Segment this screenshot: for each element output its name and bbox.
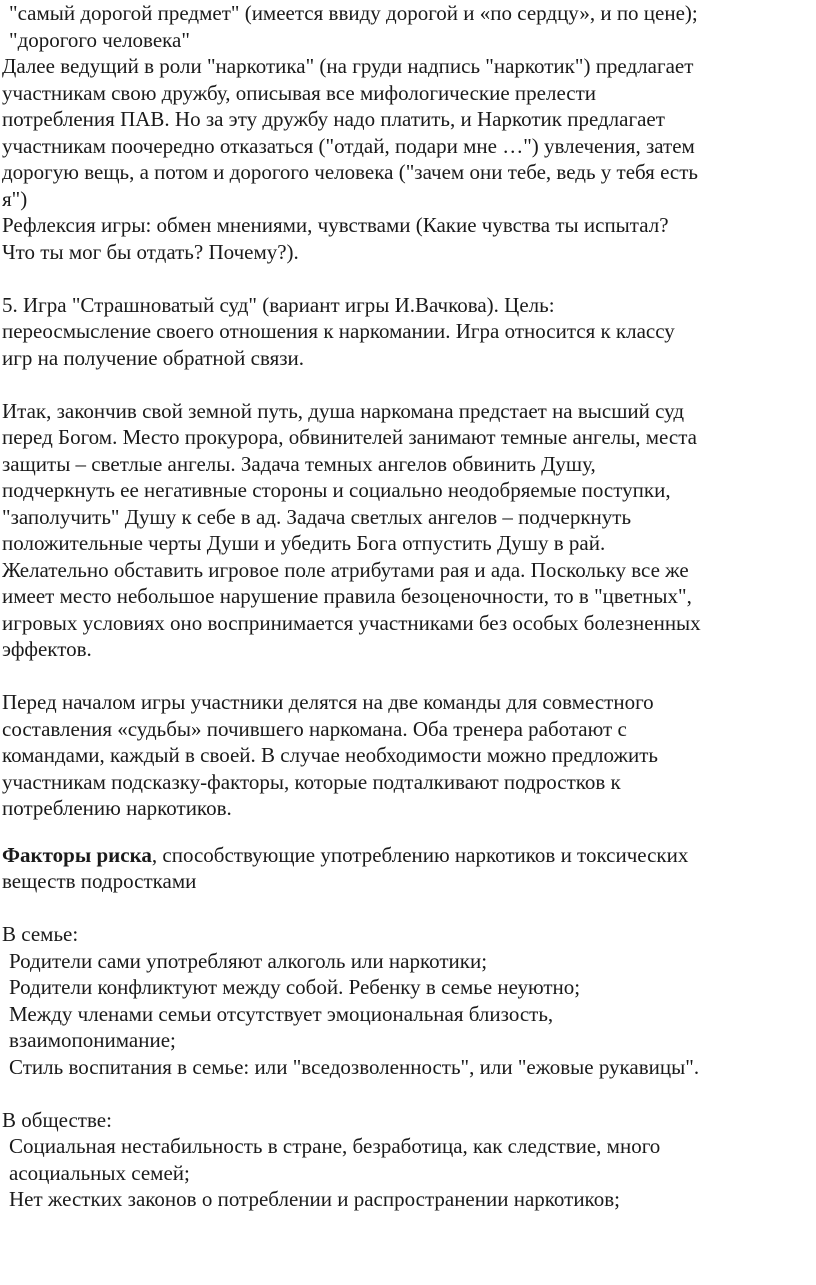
text-line [2, 842, 816, 869]
family-heading: В семье: [2, 922, 79, 946]
list-item: взаимопонимание; [9, 1028, 176, 1052]
blank-line [2, 1080, 816, 1107]
paragraph-reflection [2, 212, 816, 265]
text-line: "самый дорогой предмет" (имеется ввиду дорогой и «по сердцу», и по цене); [9, 1, 698, 25]
text-line: Итак, закончив свой земной путь, душа наркомана предстает на высший суд [2, 398, 685, 423]
text-line: Рефлексия игры: обмен мнениями, чувствами (Какие чувства ты испытал? [2, 213, 669, 237]
text-line: перед Богом. Место прокурора, обвинителей занимают темные ангелы, места [2, 425, 697, 449]
risk-factors-heading [2, 842, 816, 895]
list-item: Стиль воспитания в семье: или "вседозволенность", или "ежовые рукавицы". [9, 1054, 700, 1079]
list-item: Между членами семьи отсутствует эмоциональная близость, [9, 1001, 554, 1026]
text-line: игр на получение обратной связи. [2, 345, 305, 370]
text-line: "заполучить" Душу к себе в ад. Задача светлых ангелов – подчеркнуть [2, 504, 632, 529]
text-line: "дорогого человека" [9, 27, 190, 52]
text-line: Перед началом игры участники делятся на две команды для совместного [2, 690, 654, 714]
text-line: дорогую вещь, а потом и дорогого человека ("зачем они тебе, ведь у тебя есть [2, 160, 699, 184]
list-item: асоциальных семей; [9, 1160, 190, 1185]
text-line: имеет место небольшое нарушение правила безоценочности, то в "цветных", [2, 584, 692, 608]
risk-factors-rest: , способствующие употреблению наркотиков и токсических [151, 842, 689, 867]
text-line: эффектов. [2, 637, 92, 661]
intro-block [2, 0, 816, 53]
list-item: Родители сами употребляют алкоголь или наркотики; [9, 948, 488, 973]
blank-line [2, 895, 816, 922]
text-line: потребления ПАВ. Но за эту дружбу надо платить, и Наркотик предлагает [2, 107, 665, 131]
risk-factors-bold: Факторы риска [2, 842, 152, 867]
blank-line [2, 265, 816, 292]
text-line: участникам поочередно отказаться ("отдай, подари мне …") увлечения, затем [2, 133, 695, 158]
text-line: игровых условиях оно воспринимается участниками без особых болезненных [2, 610, 701, 635]
society-section [2, 1107, 816, 1213]
text-line: командами, каждый в своей. В случае необходимости можно предложить [2, 743, 659, 767]
text-line: Что ты мог бы отдать? Почему?). [2, 239, 299, 264]
text-line: участникам подсказку-факторы, которые подталкивают подростков к [2, 769, 621, 794]
blank-line [2, 371, 816, 398]
text-line: защиты – светлые ангелы. Задача темных ангелов обвинить Душу, [2, 451, 596, 476]
blank-line [2, 663, 816, 690]
text-line: Желательно обставить игровое поле атрибутами рая и ада. Поскольку все же [2, 557, 689, 582]
text-line: 5. Игра "Страшноватый суд" (вариант игры И.Вачкова). Цель: [2, 292, 555, 317]
text-line: переосмысление своего отношения к наркомании. Игра относится к классу [2, 319, 675, 343]
text-line: потреблению наркотиков. [2, 796, 232, 820]
blank-line [2, 822, 816, 842]
text-line: веществ подростками [2, 869, 197, 893]
society-heading: В обществе: [2, 1107, 112, 1132]
text-line: Далее ведущий в роли "наркотика" (на груди надпись "наркотик") предлагает [2, 54, 694, 78]
paragraph-soul [2, 398, 816, 663]
list-item: Социальная нестабильность в стране, безработица, как следствие, много [9, 1134, 661, 1158]
list-item: Нет жестких законов о потреблении и распространении наркотиков; [9, 1187, 620, 1211]
paragraph-leader [2, 53, 816, 212]
text-line: участникам свою дружбу, описывая все мифологические прелести [2, 80, 597, 105]
paragraph-game-5 [2, 292, 816, 372]
text-line: я") [2, 186, 28, 211]
family-section [2, 921, 816, 1080]
text-line: составления «судьбы» почившего наркомана. Оба тренера работают с [2, 716, 627, 741]
text-line: подчеркнуть ее негативные стороны и социально неодобряемые поступки, [2, 478, 671, 502]
paragraph-teams [2, 689, 816, 822]
text-line: положительные черты Души и убедить Бога отпустить Душу в рай. [2, 531, 606, 555]
list-item: Родители конфликтуют между собой. Ребенку в семье неуютно; [9, 975, 581, 999]
